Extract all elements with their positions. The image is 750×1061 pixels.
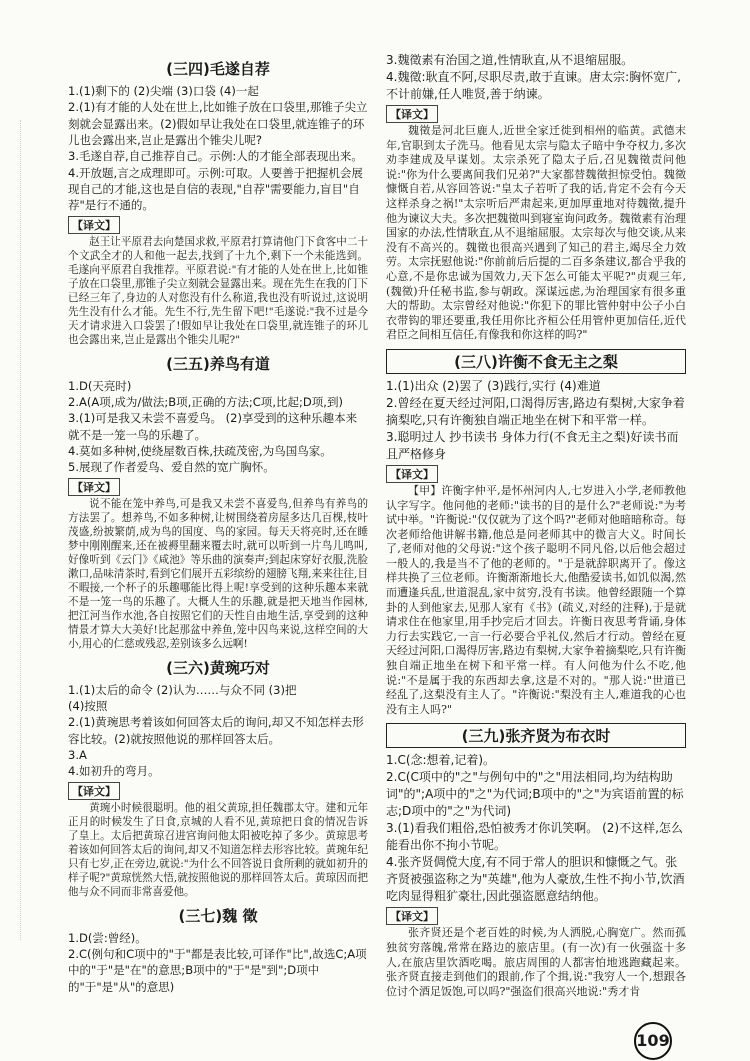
section-title: (三四)毛遂自荐 xyxy=(166,60,270,78)
answer-item: 1.D(尝:曾经)。 xyxy=(68,930,147,945)
translation-label: 【译文】 xyxy=(386,105,438,123)
answer-item: 4.如初升的弯月。 xyxy=(68,764,160,779)
section-title: (三八)许衡不食无主之梨 xyxy=(386,349,686,374)
answer-item: (4)按照 xyxy=(68,698,108,713)
section-title: (三七)魏 徵 xyxy=(178,906,258,925)
answer-item: 2.C(C项中的"之"与例句中的"之"用法相同,均为结构助词"的";A项中的"之"为代词;B项中的"之"为宾语前置的标志;D项中的"之"为代词) xyxy=(386,770,684,819)
translation-label: 【译文】 xyxy=(68,782,120,800)
translation-text: 张齐贤还是个老百姓的时候,为人洒脱,心胸宽广。然而孤独贫穷落魄,常常在路边的旅店里。(有一次)有一伙强盗十多人,在旅店里饮酒吃喝。旅店周围的人都害怕地逃跑藏起来。张齐贤直接走到他们的跟前,作了个揖,说:"我穷人一个,想跟各位讨个酒足饭饱,可以吗?"强盗们很高兴地说:"秀才肯 xyxy=(386,926,686,998)
section-title: (三九)张齐贤为布衣时 xyxy=(386,723,686,748)
answer-item: 3.(1)看我们粗俗,恐怕被秀才你讥笑啊。 (2)不这样,怎么能看出你不拘小节呢。 xyxy=(386,821,683,853)
section-title: (三六)黄琬巧对 xyxy=(166,658,270,677)
translation-text: 魏徵是河北巨鹿人,近世全家迁徙到相州的临黄。武德末年,官职到太子洗马。他看见太宗与隐太子暗中争夺权力,多次劝李建成及早谋划。太宗杀死了隐太子后,召见魏徵责问他说:"你为什么要离间我们兄弟?"大家都替魏徵担惊受怕。魏徵慷慨自若,从容回答说:"皇太子若听了我的话,肯定不会有今天这样杀身之祸!"太宗听后严肃起来,更加厚重地对待魏徵,提升他为谏议大夫。多次把魏徵叫到寝室询问政务。魏徵素有治理国家的办法,性情耿直,从不退缩屈服。太宗每次与他交谈,从来没有不高兴的。魏徵也很高兴遇到了知己的君主,竭尽全力效劳。太宗抚慰他说:"你前前后后提的二百多条建议,都合乎我的心意,不是你忠诚为国效力,天下怎么可能太平呢?"贞观三年,(魏徵)升任秘书监,参与朝政。深谋远虑,为治理国家有很多重大的帮助。太宗曾经对他说:"你犯下的罪比管仲射中公子小白衣带钩的罪还要重,我任用你比齐桓公任用管仲更加信任,近代君臣之间相互信任,有像我和你这样的吗?" xyxy=(386,124,686,342)
answer-item: 2.(1)黄琬思考着该如何回答太后的询问,却又不知怎样去形容比较。(2)就按照他说的那样回答太后。 xyxy=(68,715,364,746)
answer-item: 3.毛遂自荐,自己推荐自己。示例:人的才能全部表现出来。 xyxy=(68,149,363,164)
answer-item: 1.C(念:想着,记着)。 xyxy=(386,753,496,768)
answer-item: 1.(1)剩下的 (2)尖端 (3)口袋 (4)一起 xyxy=(68,84,259,98)
answer-item: 4.张齐贤倜傥大度,有不同于常人的胆识和慷慨之气。张齐贤被强盗称之为"英雄",他为人豪放,生性不拘小节,饮酒吃肉显得粗犷豪壮,因此强盗愿意结纳他。 xyxy=(386,855,685,904)
answer-item: 5.展现了作者爱鸟、爱自然的宽广胸怀。 xyxy=(68,460,275,475)
left-column xyxy=(68,52,368,995)
translation-text: 说不能在笼中养鸟,可是我又未尝不喜爱鸟,但养鸟有养鸟的方法罢了。想养鸟,不如多种树,让树围绕着房屋多达几百棵,枝叶茂盛,纷披繁荫,成为鸟的国度、鸟的家园。每天天将亮时,还在睡梦中刚刚醒来,还在被褥里翻来覆去时,就可以听到一片鸟儿鸣叫,好像听到《云门》《咸池》等乐曲的演奏声;到起床穿好衣服,洗脸漱口,品味清茶时,看到它们展开五彩缤纷的翅膀飞翔,来来往往,目不暇接,一个杯子的乐趣哪能比得上呢!享受到的这种乐趣本来就不是一笼一鸟的乐趣了。大概人生的乐趣,就是把天地当作园林,把江河当作水池,各自按照它们的天性自由地生活,享受到的这种情景才算大大美好!比起那盆中养鱼,笼中囚鸟来说,这样空间的大小,用心的仁慈或残忍,差别该多么远啊! xyxy=(68,497,368,650)
answer-item: 4.莫如多种树,使绕屋数百株,扶疏茂密,为鸟国鸟家。 xyxy=(68,443,332,458)
page-number: 109 xyxy=(634,1022,672,1060)
margin-dotted-rule xyxy=(20,120,24,940)
section-title: (三五)养鸟有道 xyxy=(166,354,270,373)
answer-item: 2.C(例句和C项中的"于"都是表比较,可译作"比",故选C;A项中的"于"是"在"的意思;B项中的"于"是"到";D项中的"于"是"从"的意思) xyxy=(68,946,367,994)
translation-label: 【译文】 xyxy=(386,465,438,483)
answer-item: 4.魏徵:耿直不阿,尽职尽责,敢于直谏。唐太宗:胸怀宽广,不计前嫌,任人唯贤,善于纳谏。 xyxy=(386,70,681,101)
right-column xyxy=(386,52,686,999)
answer-item: 3.A xyxy=(68,747,87,762)
answer-item: 3.(1)可是我又未尝不喜爱鸟。 (2)享受到的这种乐趣本来就不是一笼一鸟的乐趣了。 xyxy=(68,411,358,442)
answer-item: 1.(1)出众 (2)罢了 (3)践行,实行 (4)难道 xyxy=(386,378,601,393)
translation-text: 【甲】许衡字仲平,是怀州河内人,七岁进入小学,老师教他认字写字。他问他的老师:"读书的目的是什么?"老师说:"为考试中举。"许衡说:"仅仅就为了这个吗?"老师对他暗暗称奇。每次老师给他讲解书籍,他总是问老师其中的微言大义。时间长了,老师对他的父母说:"这个孩子聪明不同凡俗,以后他会超过一般人的,我是当不了他的老师的。"于是就辞职离开了。像这样共换了三位老师。许衡渐渐地长大,他酷爱读书,如饥似渴,然而遭逢兵乱,世道混乱,家中贫穷,没有书读。他曾经跟随一个算卦的人到他家去,见那人家有《书》(疏义,对经的注释),于是就请求住在他家里,用手抄完后才回去。许衡日夜思考背诵,身体力行去实践它,一言一行必要合乎礼仪,然后才行动。曾经在夏天经过河阳,口渴得厉害,路边有梨树,大家争着摘梨吃,只有许衡独自端正地坐在树下和平常一样。有人问他为什么不吃,他说:"不是属于我的东西却去拿,这是不对的。"那人说:"世道已经乱了,这梨没有主人了。"许衡说:"梨没有主人,难道我的心也没有主人吗?" xyxy=(386,483,686,716)
translation-label: 【译文】 xyxy=(68,478,120,496)
answer-item: 1.(1)太后的命令 (2)认为……与众不同 (3)把 xyxy=(68,682,297,697)
answer-item: 2.A(A项,成为/做法;B项,正确的方法;C项,比起;D项,到) xyxy=(68,394,343,409)
answer-item: 2.(1)有才能的人处在世上,比如锥子放在口袋里,那锥子尖立刻就会显露出来。(2)假如早让我处在口袋里,就连锥子的环儿也会露出来,岂止是露出个锥尖儿呢? xyxy=(68,100,368,147)
translation-label: 【译文】 xyxy=(386,907,438,925)
answer-item: 1.D(天亮时) xyxy=(68,378,132,393)
translation-text: 赵王让平原君去向楚国求救,平原君打算请他门下食客中二十个文武全才的人和他一起去,找到了十九个,剩下一个未能选到。毛遂向平原君自我推荐。平原君说:"有才能的人处在世上,比如锥子放在口袋里,那锥子尖立刻就会显露出来。现在先生在我的门下已经三年了,身边的人对您没有什么称道,我也没有听说过,这说明先生没有什么才能。先生不行,先生留下吧!"毛遂说:"我不过是今天才请求进入口袋罢了!假如早让我处在口袋里,就连锥子的环儿也会露出来,岂止是露出个锥尖儿呢?" xyxy=(68,235,368,346)
answer-item: 2.曾经在夏天经过河阳,口渴得厉害,路边有梨树,大家争着摘梨吃,只有许衡独自端正地坐在树下和平常一样。 xyxy=(386,395,685,427)
answer-item: 3.聪明过人 抄书读书 身体力行(不食无主之梨)好读书而且严格修身 xyxy=(386,429,679,461)
answer-item: 4.开放题,言之成理即可。示例:可取。人要善于把握机会展现自己的才能,这也是自信的表现,"自荐"需要能力,盲目"自荐"是行不通的。 xyxy=(68,165,363,213)
translation-text: 黄琬小时候很聪明。他的祖父黄琼,担任魏郡太守。建和元年正月的时候发生了日食,京城的人看不见,黄琼把日食的情况告诉了皇上。太后把黄琼召进宫询问他太阳被吃掉了多少。黄琼思考着该如何回答太后的询问,却又不知道怎样去形容比较。黄琬年纪只有七岁,正在旁边,就说:"为什么不回答说日食所剩的就如初升的样子呢?"黄琼恍然大悟,就按照他说的那样回答太后。黄琼因而把他与众不同而非常喜爱他。 xyxy=(68,801,368,898)
translation-label: 【译文】 xyxy=(68,216,120,234)
answer-item: 3.魏徵素有治国之道,性情耿直,从不退缩屈服。 xyxy=(386,53,634,67)
